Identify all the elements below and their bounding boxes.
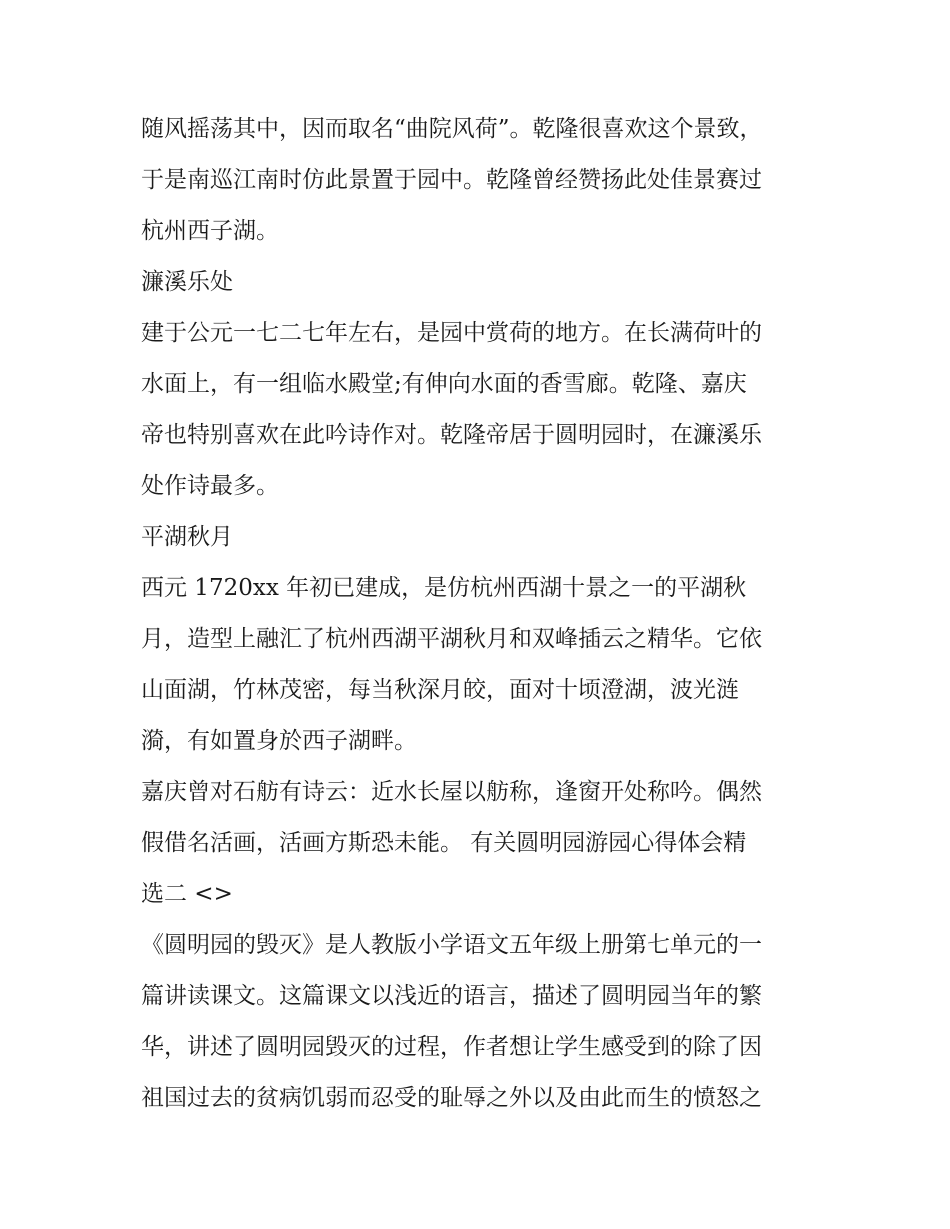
text-line: 假借名活画，活画方斯恐未能。 有关圆明园游园心得体会精 [141,830,747,856]
text-line: 山面湖，竹林茂密，每当秋深月皎，面对十顷澄湖，波光涟 [141,677,739,703]
section-heading: 濂溪乐处 [141,269,233,295]
document-body [141,104,821,1124]
text-line: 华，讲述了圆明园毁灭的过程，作者想让学生感受到的除了因 [141,1034,762,1060]
text-line: 漪，有如置身於西子湖畔。 [141,728,417,754]
text-line: 嘉庆曾对石舫有诗云：近水长屋以舫称，逢窗开处称吟。偶然 [141,779,762,805]
text-line: 建于公元一七二七年左右，是园中赏荷的地方。在长满荷叶的 [141,320,762,346]
text-line: 处作诗最多。 [141,473,279,499]
text-line: 选二 <> [141,881,233,907]
text-line: 杭州西子湖。 [141,218,279,244]
text-line: 于是南巡江南时仿此景置于园中。乾隆曾经赞扬此处佳景赛过 [141,167,762,193]
text-line: 月，造型上融汇了杭州西湖平湖秋月和双峰插云之精华。它依 [141,626,762,652]
text-line: 《圆明园的毁灭》是人教版小学语文五年级上册第七单元的一 [141,932,762,958]
section-heading: 平湖秋月 [141,524,233,550]
text-line: 西元 1720xx 年初已建成，是仿杭州西湖十景之一的平湖秋 [141,575,747,601]
text-line: 帝也特别喜欢在此吟诗作对。乾隆帝居于圆明园时，在濂溪乐 [141,422,762,448]
text-line: 祖国过去的贫病饥弱而忍受的耻辱之外以及由此而生的愤怒之 [141,1085,762,1111]
text-line: 随风摇荡其中，因而取名“曲院风荷”。乾隆很喜欢这个景致， [141,116,763,142]
text-line: 水面上，有一组临水殿堂;有伸向水面的香雪廊。乾隆、嘉庆 [141,371,747,397]
text-line: 篇讲读课文。这篇课文以浅近的语言，描述了圆明园当年的繁 [141,983,762,1009]
